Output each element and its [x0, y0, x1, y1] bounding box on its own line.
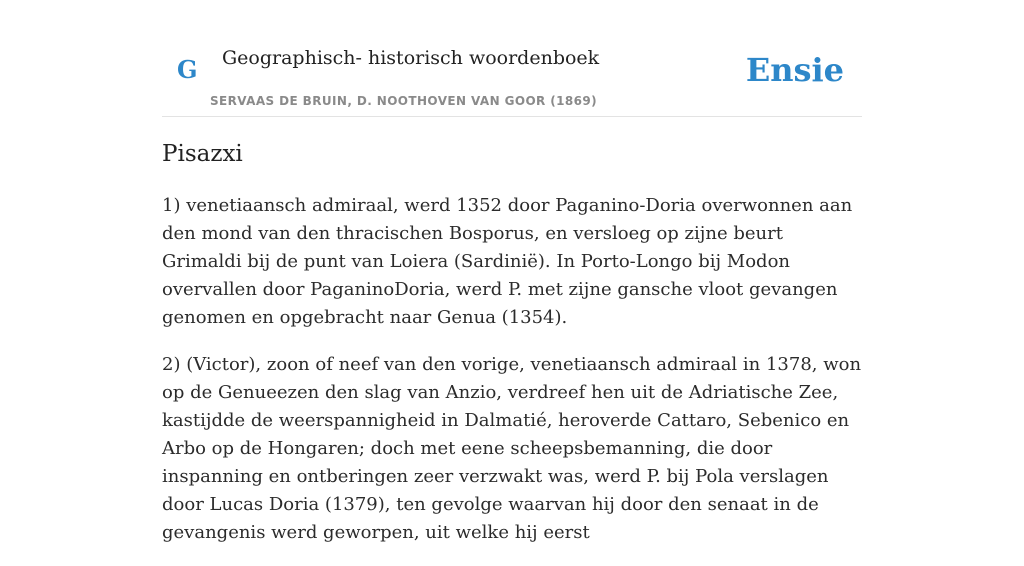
- book-logo-letter[interactable]: G: [177, 55, 198, 84]
- entry-paragraph-2: 2) (Victor), zoon of neef van den vorige, venetiaansch admiraal in 1378, won op de Genueezen den slag van Anzio, verdreef hen uit de Adriatische Zee, kastijdde de weerspannigheid in Dalmatié, heroverde Cattaro, Sebenico en Arbo op de Hongaren; doch met eene scheepsbemanning, die door inspanning en ontberingen zeer verzwakt was, werd P. bij Pola verslagen door Lucas Doria (1379), ten gevolge waarvan hij door den senaat in de gevangenis werd geworpen, uit welke hij eerst: [162, 354, 862, 543]
- entry-content: [162, 134, 862, 566]
- book-authors: SERVAAS DE BRUIN, D. NOOTHOVEN VAN GOOR (1869): [210, 94, 598, 108]
- book-title-link[interactable]: Geographisch- historisch woordenboek: [222, 47, 600, 69]
- ensie-logo-link[interactable]: Ensie: [745, 51, 844, 89]
- entry-title: Pisazxi: [162, 141, 243, 167]
- page-header: [162, 0, 862, 117]
- entry-paragraph-1: 1) venetiaansch admiraal, werd 1352 door Paganino-Doria overwonnen aan den mond van den thracischen Bosporus, en versloeg op zijne beurt Grimaldi bij de punt van Loiera (Sardinië). In Porto-Longo bij Modon overvallen door PaganinoDoria, werd P. met zijne gansche vloot gevangen genomen en opgebracht naar Genua (1354).: [162, 195, 853, 328]
